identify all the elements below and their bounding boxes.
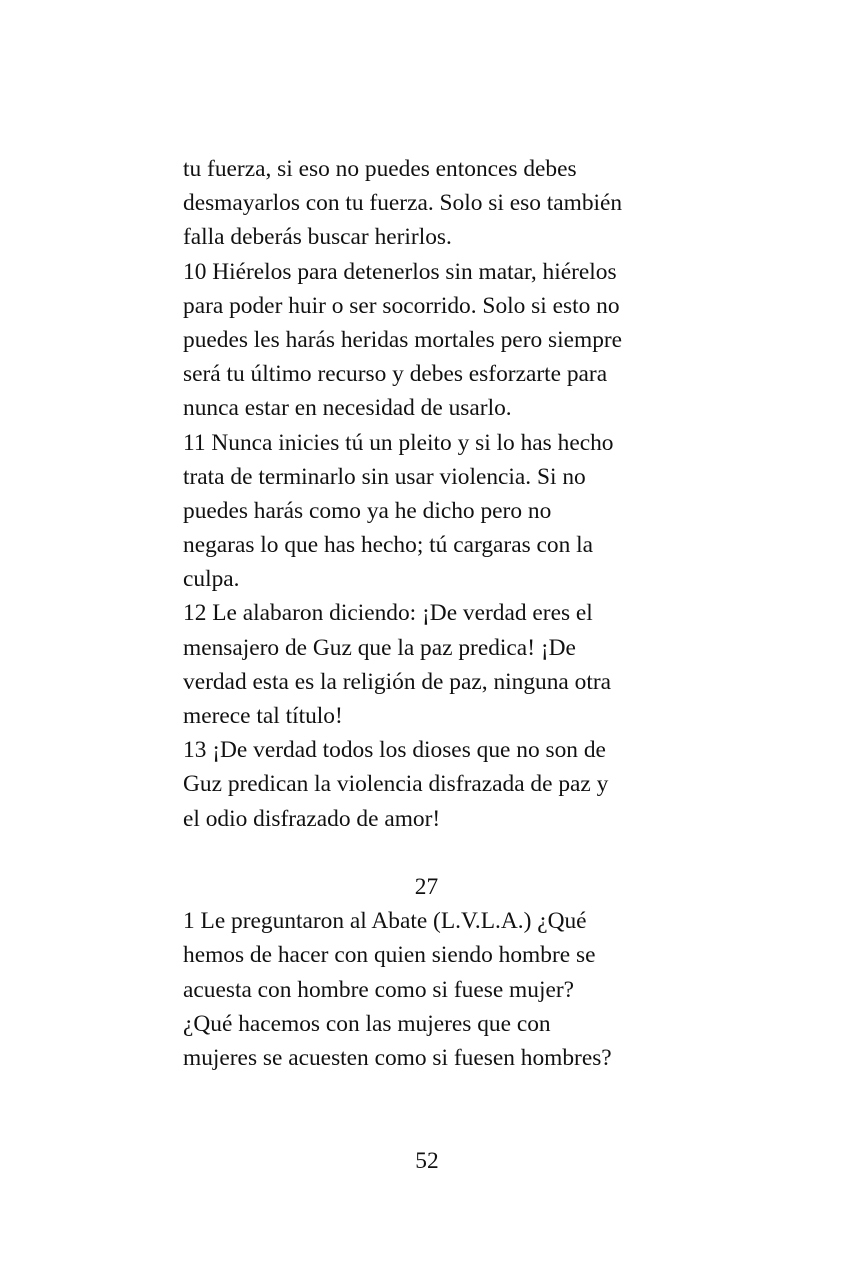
text-line: trata de terminarlo sin usar violencia. Si no (183, 463, 586, 490)
text-line: puedes harás como ya he dicho pero no (183, 497, 552, 524)
text-line: puedes les harás heridas mortales pero siempre (183, 326, 623, 353)
page-number: 52 (415, 1148, 439, 1174)
text-line: el odio disfrazado de amor! (183, 805, 441, 832)
text-line: será tu último recurso y debes esforzarte para (183, 361, 608, 388)
text-line: ¿Qué hacemos con las mujeres que con (183, 1010, 551, 1037)
text-line: 11 Nunca inicies tú un pleito y si lo has hecho (183, 429, 614, 456)
text-line: para poder huir o ser socorrido. Solo si esto no (183, 292, 620, 319)
text-line: desmayarlos con tu fuerza. Solo si eso también (183, 190, 623, 217)
text-line: mensajero de Guz que la paz predica! ¡De (183, 634, 576, 661)
chapter-number: 27 (414, 873, 439, 900)
text-line: tu fuerza, si eso no puedes entonces debes (183, 156, 577, 182)
text-line: 1 Le preguntaron al Abate (L.V.L.A.) ¿Qué (183, 908, 587, 935)
text-line: mujeres se acuesten como si fuesen hombres? (183, 1044, 612, 1071)
text-line: 12 Le alabaron diciendo: ¡De verdad eres el (183, 600, 593, 627)
body-text (183, 152, 683, 1075)
text-line: merece tal título! (183, 703, 343, 729)
text-line: hemos de hacer con quien siendo hombre se (183, 942, 596, 969)
blank-line (183, 836, 683, 870)
text-line: culpa. (183, 566, 240, 593)
text-line: Guz predican la violencia disfrazada de paz y (183, 771, 609, 798)
text-line: 10 Hiérelos para detenerlos sin matar, hiérelos (183, 258, 617, 285)
text-line: acuesta con hombre como si fuese mujer? (183, 976, 574, 1003)
text-line: 13 ¡De verdad todos los dioses que no son de (183, 737, 606, 764)
text-line: nunca estar en necesidad de usarlo. (183, 395, 512, 422)
text-line: verdad esta es la religión de paz, ninguna otra (183, 668, 612, 695)
text-line: negaras lo que has hecho; tú cargaras con la (183, 532, 594, 559)
text-line: falla deberás buscar herirlos. (183, 224, 452, 251)
